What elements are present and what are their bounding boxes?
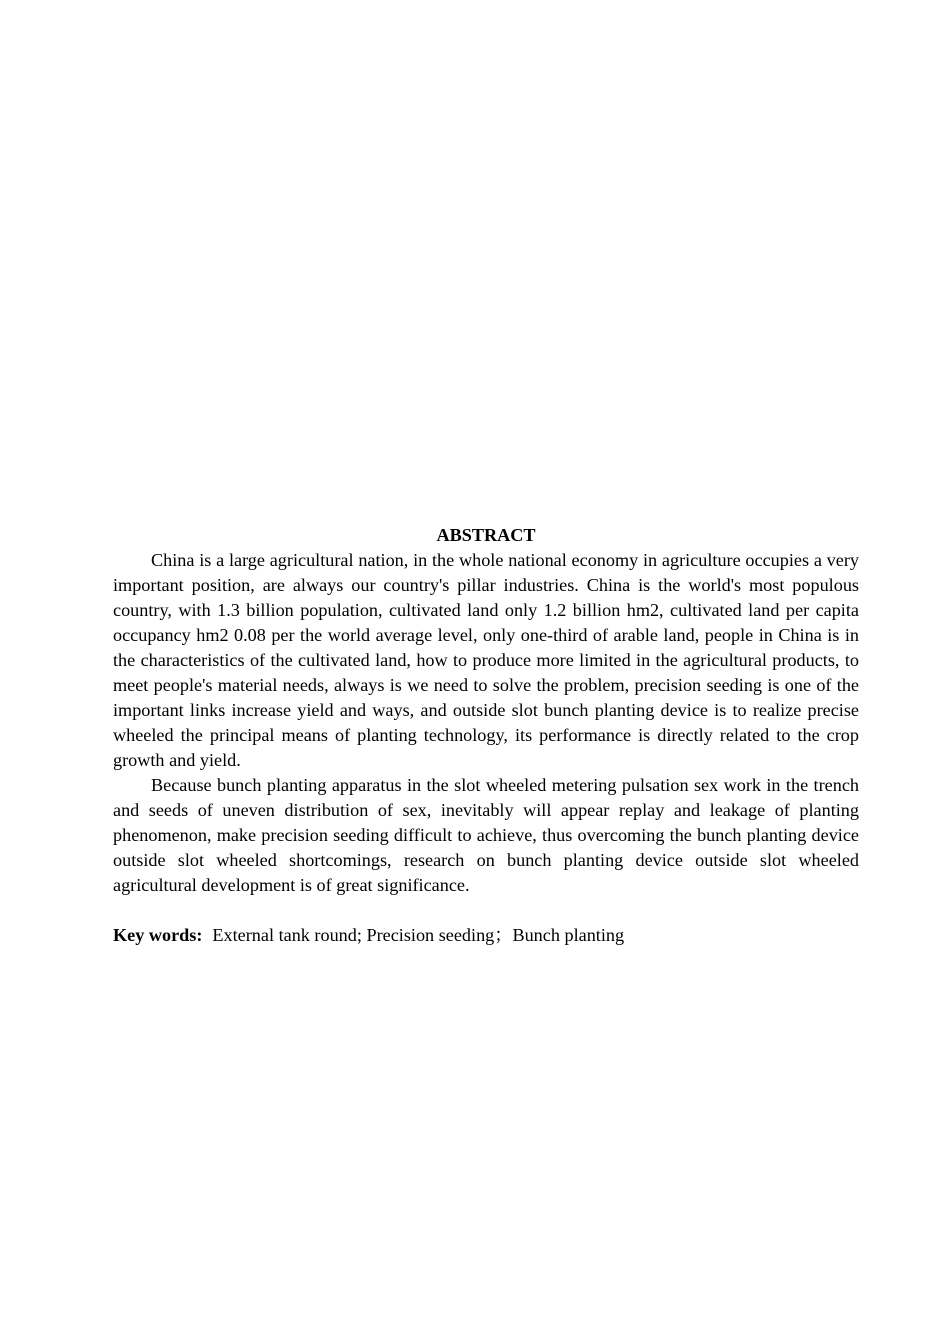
keywords-line xyxy=(113,923,859,948)
keywords-label: Key words: xyxy=(113,925,203,945)
abstract-paragraph-1: China is a large agricultural nation, in the whole national economy in agriculture occupies a very important position, are always our country's pillar industries. China is the world's most populous country, with 1.3 billion population, cultivated land only 1.2 billion hm2, cultivated land per capita occupancy hm2 0.08 per the world average level, only one-third of arable land, people in China is in the characteristics of the cultivated land, how to produce more limited in the agricultural products, to meet people's material needs, always is we need to solve the problem, precision seeding is one of the important links increase yield and ways, and outside slot bunch planting device is to realize precise wheeled the principal means of planting technology, its performance is directly related to the crop growth and yield. xyxy=(113,550,859,770)
abstract-title: ABSTRACT xyxy=(436,525,536,545)
keywords-text: External tank round; Precision seeding；Bunch planting xyxy=(212,925,625,945)
abstract-section xyxy=(113,523,859,948)
abstract-paragraph-2: Because bunch planting apparatus in the slot wheeled metering pulsation sex work in the trench and seeds of uneven distribution of sex, inevitably will appear replay and leakage of planting phenomenon, make precision seeding difficult to achieve, thus overcoming the bunch planting device outside slot wheeled shortcomings, research on bunch planting device outside slot wheeled agricultural development is of great significance. xyxy=(113,775,859,895)
